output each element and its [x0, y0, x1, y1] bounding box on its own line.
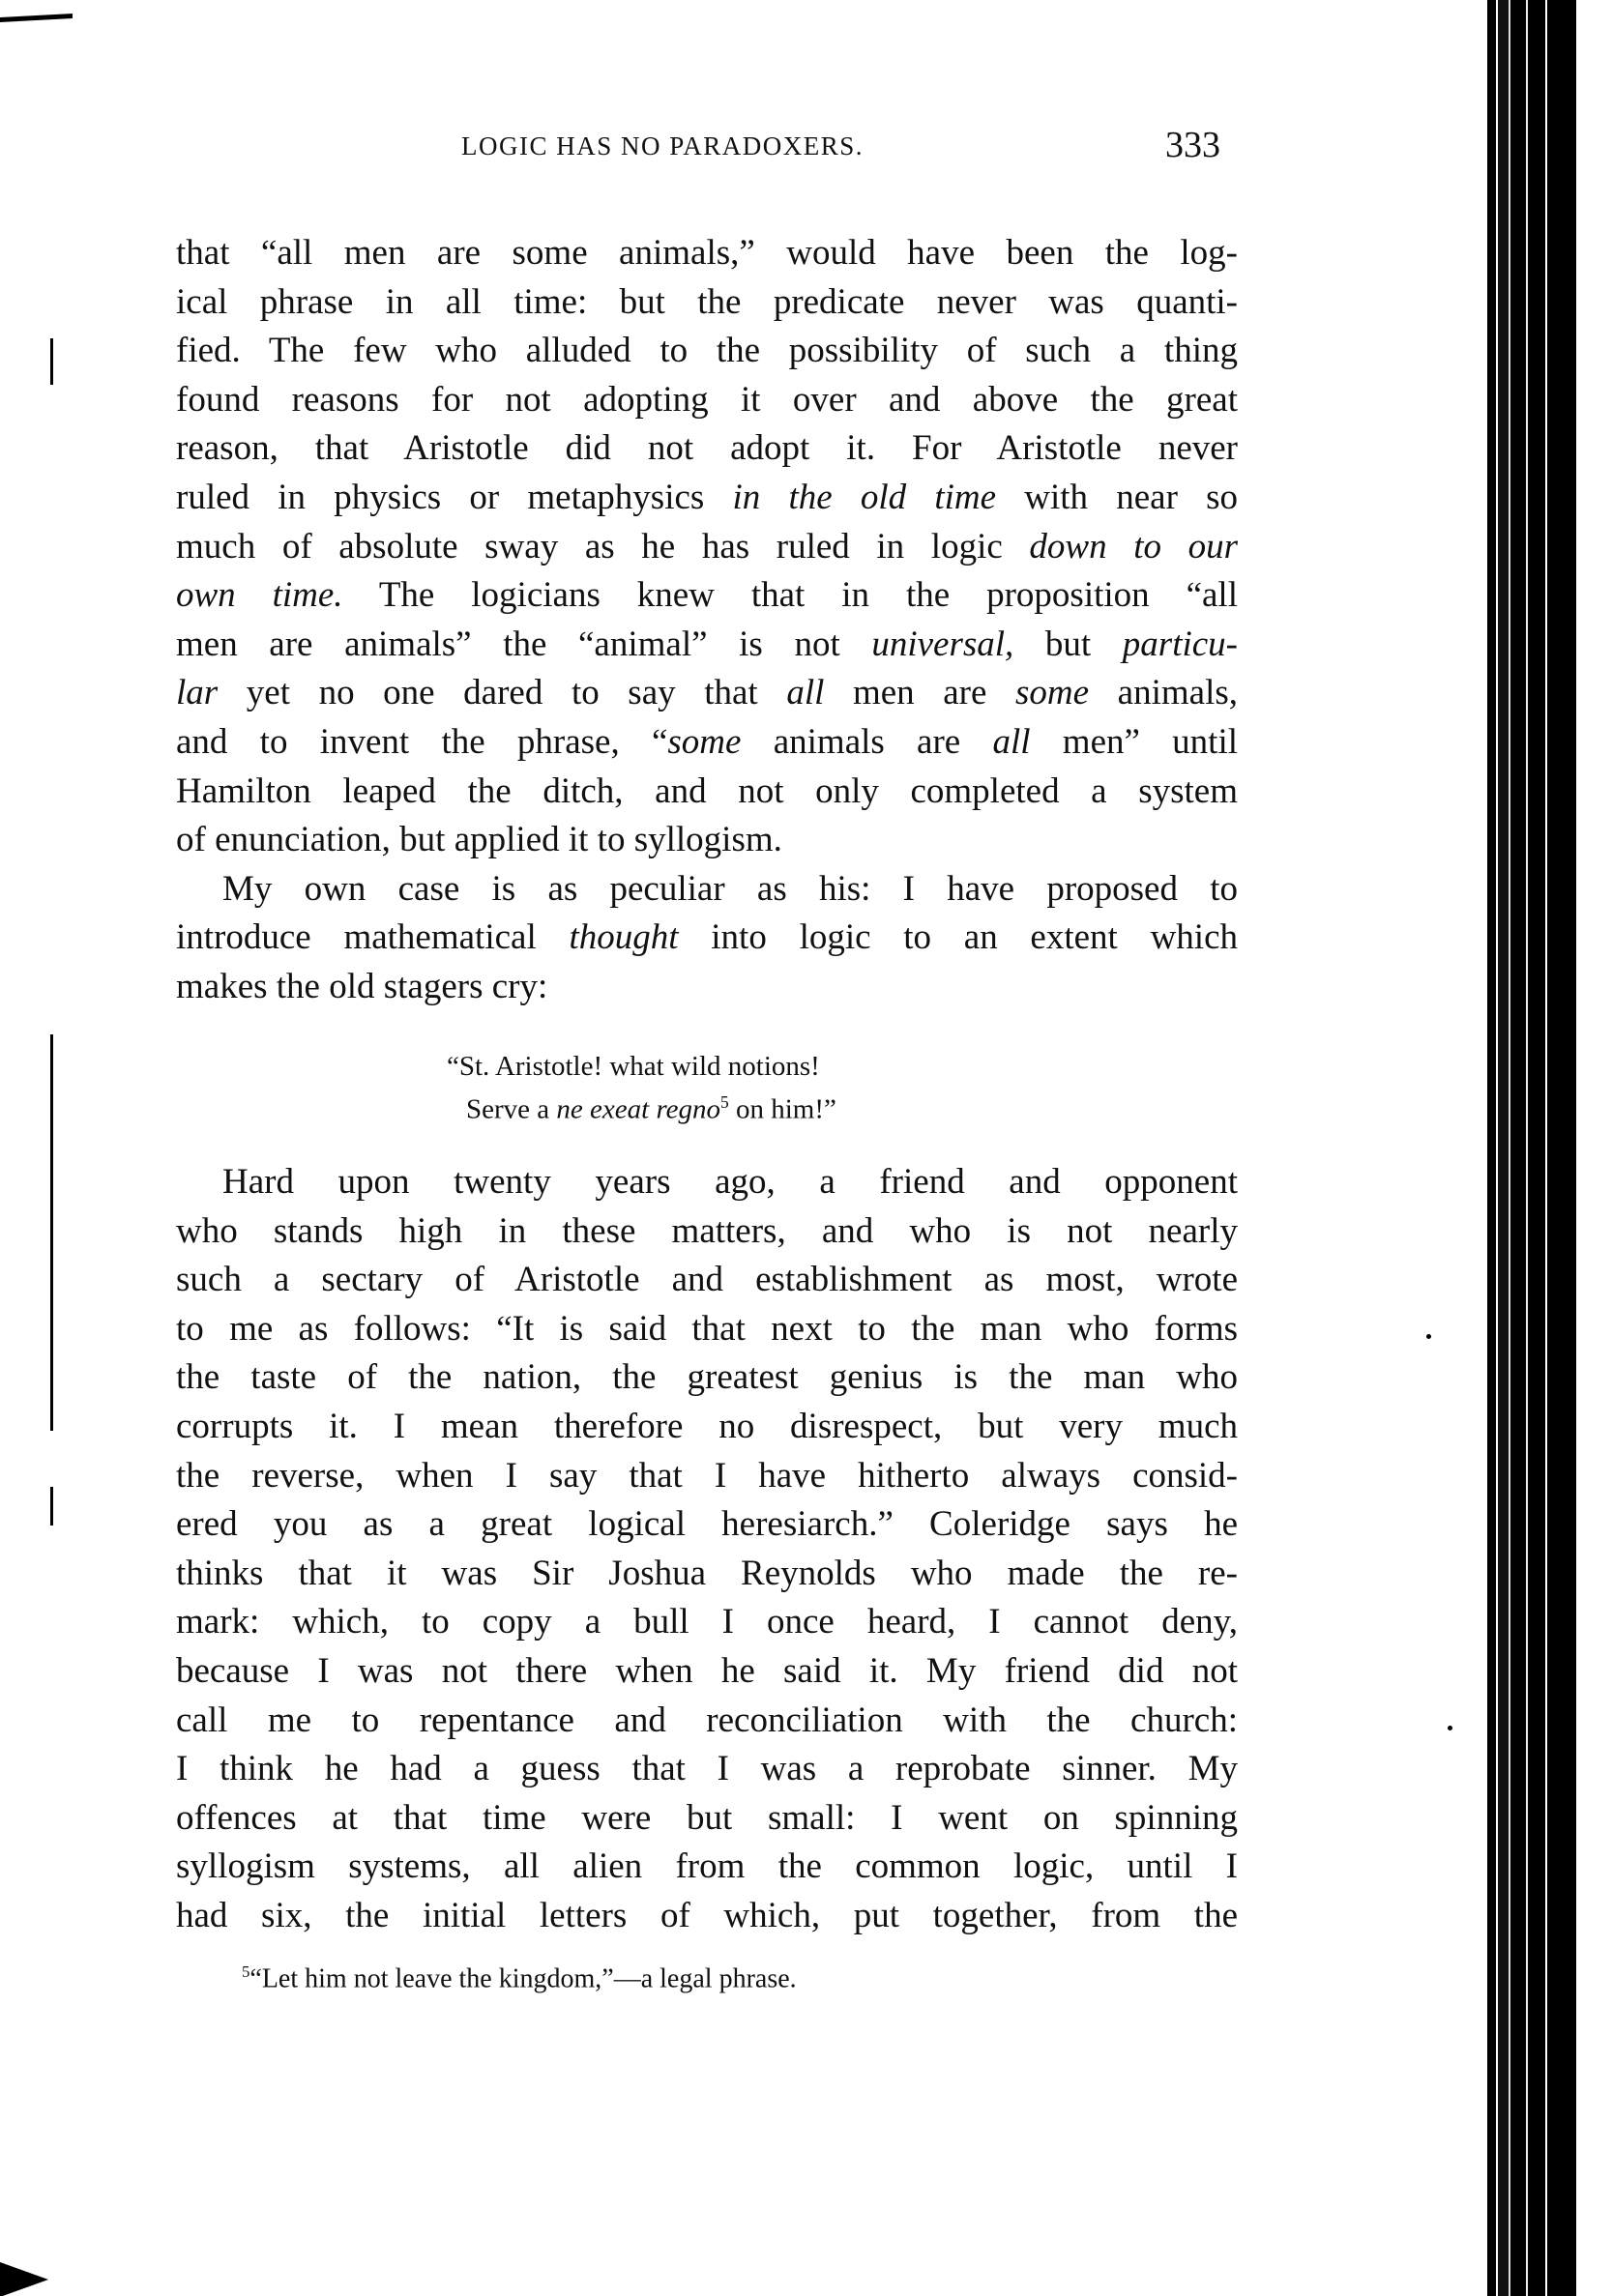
text-run: syllogism systems, all alien from the common logic, until I — [176, 1846, 1238, 1887]
text-line-content — [176, 1700, 1238, 1740]
text-run: animals are — [741, 722, 993, 762]
text-line-content — [176, 331, 1238, 370]
text-line — [176, 477, 1238, 519]
text-line — [176, 330, 1238, 372]
text-line — [176, 1846, 1238, 1888]
footnote-text: “Let him not leave the kingdom,”—a legal phrase. — [249, 1963, 797, 1994]
text-line-content — [176, 917, 1238, 957]
text-line — [176, 1601, 1238, 1643]
italic-text-run: down to our — [1029, 526, 1239, 567]
text-line — [176, 1748, 1238, 1790]
text-run: who stands high in these matters, and who is not nearly — [176, 1210, 1238, 1251]
footnote-marker: 5 — [242, 1962, 250, 1981]
italic-text-run: own time. — [176, 575, 343, 616]
text-line-content — [176, 820, 782, 859]
text-line-content — [176, 1798, 1238, 1838]
text-line-content — [222, 869, 1238, 909]
text-line-content — [176, 625, 1238, 664]
verse-line-1: “St. Aristotle! what wild notions! — [447, 1051, 820, 1082]
text-run: My own case is as peculiar as his: I have proposed to — [222, 868, 1238, 909]
scan-mark-left-bar — [50, 1034, 53, 1431]
text-run: found reasons for not adopting it over and above the great — [176, 379, 1238, 420]
text-run: call me to repentance and reconciliation with the church: — [176, 1700, 1238, 1740]
text-line — [176, 1210, 1238, 1253]
text-run: such a sectary of Aristotle and establishment as most, wrote — [176, 1260, 1238, 1300]
text-line — [176, 868, 1238, 911]
text-run: I think he had a guess that I was a reprobate sinner. My — [176, 1749, 1238, 1789]
text-run: The logicians knew that in the proposition “all — [342, 575, 1238, 616]
scan-mark-top-left — [0, 14, 73, 22]
text-run: reason, that Aristotle did not adopt it. For Aristotle never — [176, 428, 1238, 469]
text-run: animals, — [1089, 673, 1239, 713]
text-line-content — [176, 1504, 1238, 1544]
text-run: the taste of the nation, the greatest genius is the man who — [176, 1357, 1238, 1398]
text-line — [176, 1259, 1238, 1301]
running-title: LOGIC HAS NO PARADOXERS. — [461, 131, 865, 160]
text-line-content — [176, 428, 1238, 468]
italic-text-run: all — [786, 673, 825, 713]
text-line — [176, 1650, 1238, 1693]
text-run: because I was not there when he said it. My friend did not — [176, 1651, 1238, 1691]
verse-text: on him!” — [728, 1093, 836, 1125]
text-line — [176, 966, 1238, 1008]
text-line — [176, 916, 1238, 959]
page-number: 333 — [1165, 125, 1220, 165]
text-line — [176, 1895, 1238, 1937]
text-line-content — [176, 673, 1238, 712]
text-line-content — [176, 1309, 1238, 1349]
text-line-content — [222, 1162, 1238, 1202]
text-run: men are — [824, 673, 1016, 713]
text-line-content — [176, 1456, 1238, 1496]
text-run: that “all men are some animals,” would have been the log- — [176, 233, 1238, 273]
text-run: fied. The few who alluded to the possibility of such a thing — [176, 331, 1238, 371]
text-run: but — [1013, 624, 1123, 664]
text-run: into logic to an extent which — [678, 917, 1238, 958]
text-line-content — [176, 722, 1238, 762]
text-line — [176, 281, 1238, 324]
text-line — [176, 721, 1238, 764]
verse-italic: ne exeat regno — [556, 1093, 721, 1125]
text-line-content — [176, 1260, 1238, 1299]
text-run: introduce mathematical — [176, 917, 570, 958]
text-line-content — [176, 1651, 1238, 1691]
text-line — [176, 1700, 1238, 1742]
italic-text-run: thought — [569, 917, 679, 958]
footnote — [242, 1962, 797, 1994]
arrow-icon — [0, 2262, 48, 2296]
book-binding-edge — [1487, 0, 1576, 2296]
text-run: and to invent the phrase, “ — [176, 722, 668, 762]
italic-text-run: some — [667, 722, 742, 762]
text-run: ruled in physics or metaphysics — [176, 478, 733, 517]
italic-text-run: in the old time — [732, 478, 997, 517]
text-run: of enunciation, but applied it to syllogism. — [176, 820, 782, 860]
text-line — [176, 1503, 1238, 1546]
text-run: to me as follows: “It is said that next to the man who forms — [176, 1308, 1238, 1349]
text-line-content — [176, 1846, 1238, 1886]
text-run: yet no one dared to say that — [218, 673, 787, 713]
text-run: Hard upon twenty years ago, a friend and opponent — [222, 1162, 1238, 1202]
italic-text-run: lar — [176, 673, 219, 713]
text-line — [176, 1797, 1238, 1840]
text-line-content — [176, 1407, 1238, 1446]
text-run: offences at that time were but small: I went on spinning — [176, 1797, 1238, 1838]
text-line — [176, 379, 1238, 421]
text-line-content — [176, 771, 1238, 811]
text-run: makes the old stagers cry: — [176, 967, 548, 1006]
text-run: much of absolute sway as he has ruled in logic — [176, 526, 1030, 567]
text-line-content — [176, 1749, 1238, 1788]
text-line-content — [176, 233, 1238, 273]
text-run: Hamilton leaped the ditch, and not only completed a system — [176, 770, 1238, 811]
text-run: corrupts it. I mean therefore no disrespect, but very much — [176, 1407, 1238, 1446]
text-run: mark: which, to copy a bull I once heard, I cannot deny, — [176, 1602, 1238, 1642]
scan-dot — [1448, 1726, 1452, 1730]
text-line — [176, 1161, 1238, 1204]
footnote-reference: 5 — [720, 1092, 729, 1112]
text-line — [176, 1455, 1238, 1497]
text-line — [176, 672, 1238, 714]
scan-mark-left-bar — [50, 338, 53, 385]
text-run: men are animals” the “animal” is not — [176, 624, 872, 664]
text-line-content — [176, 1357, 1238, 1397]
text-line — [176, 574, 1238, 617]
verse-line-2 — [466, 1086, 836, 1126]
text-run: ered you as a great logical heresiarch.” Coleridge says he — [176, 1504, 1238, 1545]
text-line-content — [176, 282, 1238, 322]
italic-text-run: all — [992, 722, 1031, 762]
text-line-content — [176, 527, 1238, 567]
scan-dot — [1426, 1334, 1431, 1339]
text-line — [176, 819, 1238, 861]
text-line-content — [176, 1554, 1238, 1593]
text-run: thinks that it was Sir Joshua Reynolds who made the re- — [176, 1553, 1238, 1593]
text-line — [176, 232, 1238, 275]
italic-text-run: particu- — [1122, 624, 1238, 664]
text-line-content — [176, 967, 547, 1006]
text-run: men” until — [1030, 722, 1239, 762]
text-line-content — [176, 1211, 1238, 1251]
italic-text-run: universal, — [871, 624, 1014, 664]
italic-text-run: some — [1015, 673, 1090, 713]
text-line — [176, 1553, 1238, 1595]
text-line — [176, 1406, 1238, 1448]
text-line-content — [176, 380, 1238, 420]
text-line — [176, 1308, 1238, 1351]
text-line — [176, 526, 1238, 568]
text-run: had six, the initial letters of which, put together, from the — [176, 1896, 1238, 1935]
text-line — [176, 770, 1238, 813]
text-run: the reverse, when I say that I have hitherto always consid- — [176, 1455, 1238, 1496]
text-run: ical phrase in all time: but the predicate never was quanti- — [176, 281, 1238, 322]
text-run: with near so — [996, 478, 1239, 517]
scan-mark-left-bar — [50, 1487, 53, 1526]
text-line-content — [176, 1602, 1238, 1642]
text-line — [176, 1356, 1238, 1399]
text-line-content — [176, 1896, 1238, 1935]
text-line-content — [176, 478, 1238, 517]
text-line — [176, 427, 1238, 470]
verse-text: Serve a — [466, 1093, 557, 1125]
text-line-content — [176, 575, 1238, 615]
text-line — [176, 624, 1238, 666]
